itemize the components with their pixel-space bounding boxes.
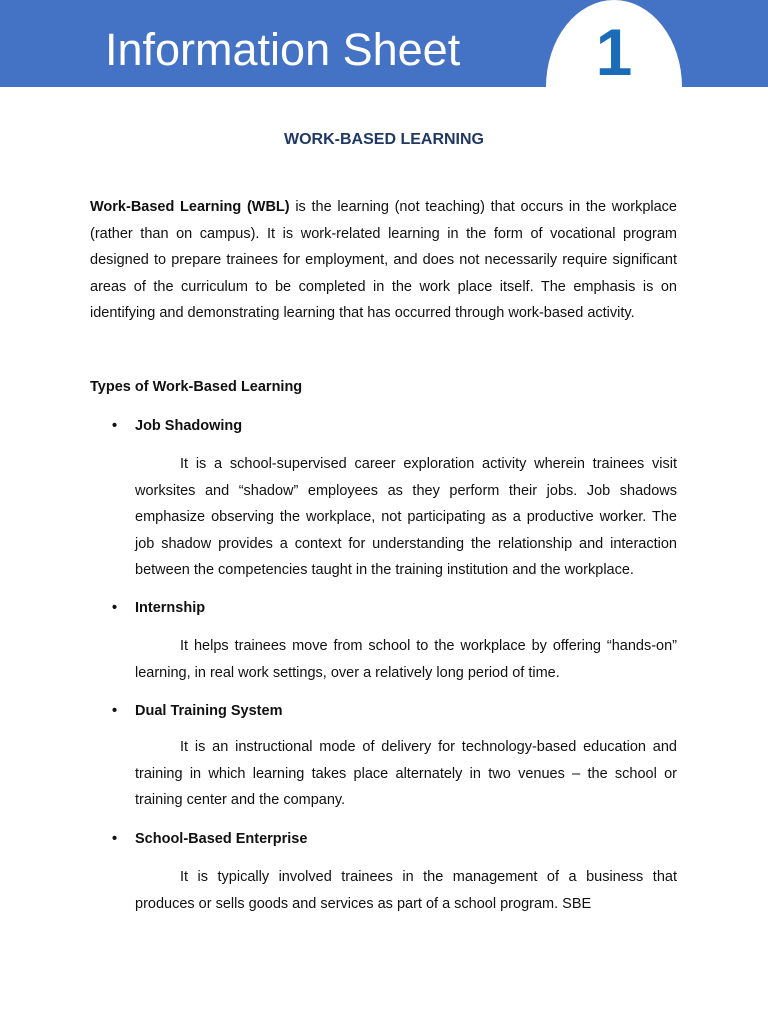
- list-item-bullet: [112, 600, 205, 616]
- list-item-bullet: [112, 831, 307, 847]
- bullet-dot: •: [112, 418, 118, 434]
- type-description: It is a school-supervised career exploration activity wherein trainees visit worksites and “shadow” employees as they perform their jobs. Job shadows emphasize observing the workplace, not participating as a productive worker. The job shadow provides a context for understanding the relationship and interaction between the competencies taught in the training institution and the workplace.: [135, 456, 677, 579]
- bullet-dot: •: [112, 600, 118, 616]
- bullet-dot: •: [112, 831, 118, 847]
- bullet-dot: •: [112, 703, 118, 719]
- type-title: Internship: [135, 600, 206, 616]
- intro-paragraph: [90, 194, 677, 327]
- type-title: School-Based Enterprise: [135, 831, 308, 847]
- type-title: Dual Training System: [135, 703, 283, 719]
- types-heading: Types of Work-Based Learning: [90, 379, 303, 395]
- number-wrap: [546, 0, 682, 87]
- document-heading: WORK-BASED LEARNING: [284, 131, 484, 148]
- list-item-bullet: [112, 418, 242, 434]
- type-description: It is an instructional mode of delivery for technology-based education and training in which learning takes place alternately in two venues – the school or training center and the company.: [135, 739, 677, 809]
- type-title: Job Shadowing: [135, 418, 243, 434]
- list-item-bullet: [112, 703, 282, 719]
- intro-text: is the learning (not teaching) that occurs in the workplace (rather than on campus). It is work-related learning in the form of vocational program designed to prepare trainees for employment, and does not necessarily require significant areas of the curriculum to be completed in the work place itself. The emphasis is on identifying and demonstrating learning that has occurred through work-based activity.: [90, 199, 677, 322]
- header-band: [0, 0, 768, 87]
- sheet-number: 1: [595, 15, 633, 87]
- type-description: It is typically involved trainees in the management of a business that produces or sells goods and services as part of a school program. SBE: [135, 869, 677, 912]
- sheet-title: Information Sheet: [105, 24, 461, 75]
- type-description: It helps trainees move from school to the workplace by offering “hands-on” learning, in real work settings, over a relatively long period of time.: [135, 638, 677, 681]
- intro-term: Work-Based Learning (WBL): [90, 199, 290, 215]
